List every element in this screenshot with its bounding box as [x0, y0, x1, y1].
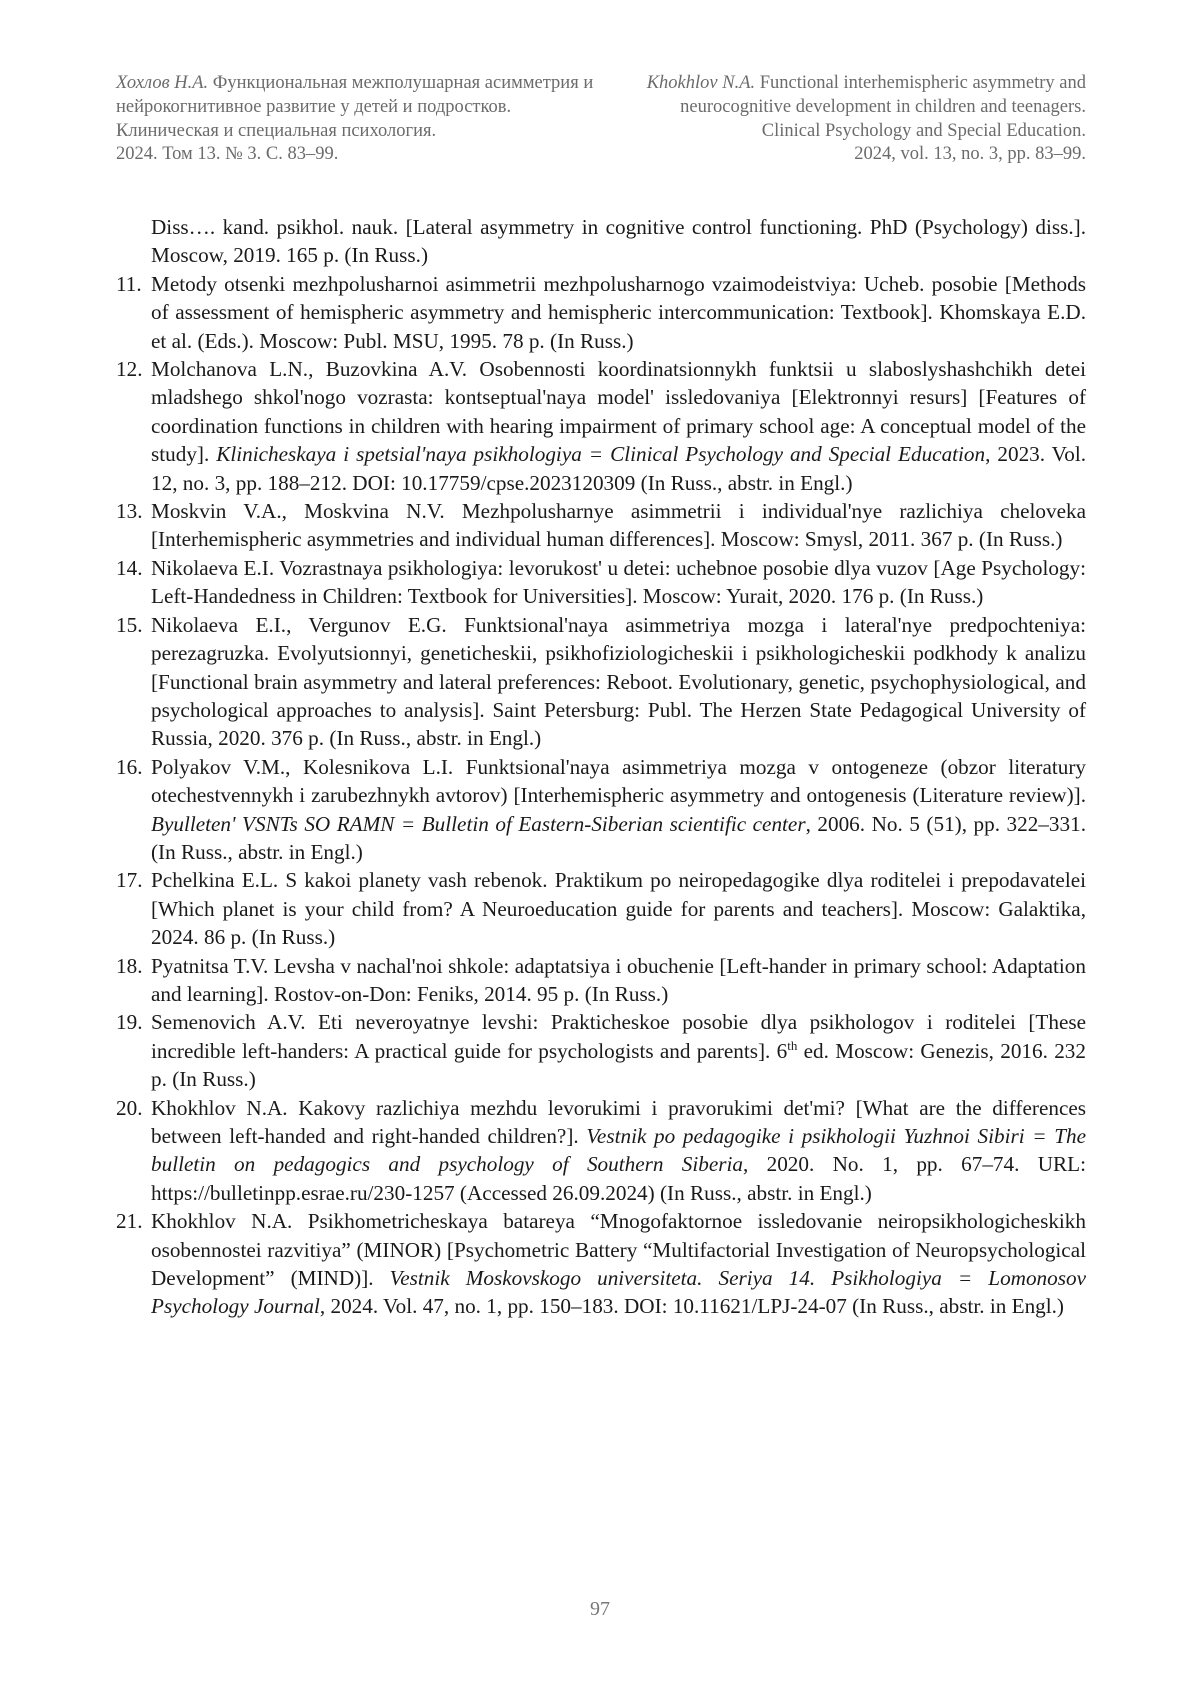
reference-number: 14. — [116, 554, 151, 611]
reference-item — [116, 611, 1086, 753]
journal-title: Vestnik Moskovskogo universiteta. Seriya 14. Psikhologiya = Lomonosov Psychology Journal — [151, 1266, 1086, 1318]
journal-title: Klinicheskaya i spetsial'naya psikhologiya = Clinical Psychology and Special Education — [216, 442, 985, 466]
reference-number: 20. — [116, 1094, 151, 1208]
header-issue-en: 2024, vol. 13, no. 3, pp. 83–99. — [854, 144, 1086, 164]
reference-item — [116, 497, 1086, 554]
reference-number: 15. — [116, 611, 151, 753]
header-title-ru: Функциональная межполушарная асимметрия и нейрокогнитивное развитие у детей и подростков. — [116, 73, 593, 117]
reference-item — [116, 355, 1086, 497]
reference-number: 12. — [116, 355, 151, 497]
reference-text: Metody otsenki mezhpolusharnoi asimmetrii mezhpolusharnogo vzaimodeistviya: Ucheb. posobie [Methods of assessment of hemispheric asymmetry and hemispheric intercommunication: Textbook]. Khomskaya E.D. et al. (Eds.). Moscow: Publ. MSU, 1995. 78 p. (In Russ.) — [151, 270, 1086, 355]
reference-item — [116, 753, 1086, 867]
reference-text: Nikolaeva E.I. Vozrastnaya psikhologiya: levorukost' u detei: uchebnoe posobie dlya vuzov [Age Psychology: Left-Handedness in Children: Textbook for Universities]. Moscow: Yurait, 2020. 176 p. (In Russ.) — [151, 554, 1086, 611]
reference-number: 17. — [116, 866, 151, 951]
reference-number: 19. — [116, 1008, 151, 1093]
reference-continuation: Diss…. kand. psikhol. nauk. [Lateral asymmetry in cognitive control functioning. PhD (Psychology) diss.]. Moscow, 2019. 165 p. (In Russ.) — [116, 213, 1086, 270]
reference-list — [116, 213, 1086, 1321]
header-author-en: Khokhlov N.A. — [647, 73, 755, 93]
reference-number: 13. — [116, 497, 151, 554]
reference-item — [116, 554, 1086, 611]
header-title-en: Functional interhemispheric asymmetry and neurocognitive development in children and teenagers. — [680, 73, 1086, 117]
reference-item — [116, 952, 1086, 1009]
reference-item — [116, 270, 1086, 355]
reference-text: Pyatnitsa T.V. Levsha v nachal'noi shkole: adaptatsiya i obuchenie [Left-hander in primary school: Adaptation and learning]. Rostov-on-Don: Feniks, 2014. 95 p. (In Russ.) — [151, 952, 1086, 1009]
reference-number: 16. — [116, 753, 151, 867]
reference-text: Pchelkina E.L. S kakoi planety vash rebenok. Praktikum po neiropedagogike dlya roditelei i prepodavatelei [Which planet is your child from? A Neuroeducation guide for parents and teachers]. Moscow: Galaktika, 2024. 86 p. (In Russ.) — [151, 866, 1086, 951]
reference-item — [116, 866, 1086, 951]
reference-number: 21. — [116, 1207, 151, 1321]
reference-text: Polyakov V.M., Kolesnikova L.I. Funktsional'naya asimmetriya mozga v ontogeneze (obzor literatury otechestvennykh i zarubezhnykh avtorov) [Interhemispheric asymmetry and ontogenesis (Literature review)]. Byulleten' VSNTs SO RAMN = Bulletin of Eastern-Siberian scientific center, 2006. No. 5 (51), pp. 322–331. (In Russ., abstr. in Engl.) — [151, 753, 1086, 867]
reference-item — [116, 1008, 1086, 1093]
journal-title: Byulleten' VSNTs SO RAMN = Bulletin of Eastern-Siberian scientific center — [151, 812, 806, 836]
header-journal-ru: Клиническая и специальная психология. — [116, 121, 436, 141]
reference-item — [116, 1094, 1086, 1208]
reference-text: Khokhlov N.A. Kakovy razlichiya mezhdu levorukimi i pravorukimi det'mi? [What are the differences between left-handed and right-handed children?]. Vestnik po pedagogike i psikhologii Yuzhnoi Sibiri = The bulletin on pedagogics and psychology of Southern Siberia, 2020. No. 1, pp. 67–74. URL: https://bulletinpp.esrae.ru/230-1257 (Accessed 26.09.2024) (In Russ., abstr. in Engl.) — [151, 1094, 1086, 1208]
reference-number: 11. — [116, 270, 151, 355]
running-header-russian — [116, 72, 596, 167]
reference-text: Nikolaeva E.I., Vergunov E.G. Funktsional'naya asimmetriya mozga i lateral'nye predpochteniya: perezagruzka. Evolyutsionnyi, geneticheskii, psikhofiziologicheskii i psikhologicheskii podkhody k analizu [Functional brain asymmetry and lateral preferences: Reboot. Evolutionary, genetic, psychophysiological, and psychological approaches to analysis]. Saint Petersburg: Publ. The Herzen State Pedagogical University of Russia, 2020. 376 p. (In Russ., abstr. in Engl.) — [151, 611, 1086, 753]
reference-text: Semenovich A.V. Eti neveroyatnye levshi: Prakticheskoe posobie dlya psikhologov i roditelei [These incredible left-handers: A practical guide for psychologists and parents]. 6th ed. Moscow: Genezis, 2016. 232 p. (In Russ.) — [151, 1008, 1086, 1093]
reference-item — [116, 1207, 1086, 1321]
reference-text: Moskvin V.A., Moskvina N.V. Mezhpolusharnye asimmetrii i individual'nye razlichiya cheloveka [Interhemispheric asymmetries and individual human differences]. Moscow: Smysl, 2011. 367 p. (In Russ.) — [151, 497, 1086, 554]
reference-text: Molchanova L.N., Buzovkina A.V. Osobennosti koordinatsionnykh funktsii u slaboslyshashchikh detei mladshego shkol'nogo vozrasta: kontseptual'naya model' issledovaniya [Elektronnyi resurs] [Features of coordination functions in children with hearing impairment of primary school age: A conceptual model of the study]. Klinicheskaya i spetsial'naya psikhologiya = Clinical Psychology and Special Education, 2023. Vol. 12, no. 3, pp. 188–212. DOI: 10.17759/cpse.2023120309 (In Russ., abstr. in Engl.) — [151, 355, 1086, 497]
header-author-ru: Хохлов Н.А. — [116, 73, 208, 93]
journal-title: Vestnik po pedagogike i psikhologii Yuzhnoi Sibiri = The bulletin on pedagogics and psychology of Southern Siberia — [151, 1124, 1086, 1176]
page-number: 97 — [0, 1598, 1200, 1621]
reference-number: 18. — [116, 952, 151, 1009]
reference-text: Khokhlov N.A. Psikhometricheskaya batareya “Mnogofaktornoe issledovanie neiropsikhologicheskikh osobennostei razvitiya” (MINOR) [Psychometric Battery “Multifactorial Investigation of Neuropsychological Development” (MIND)]. Vestnik Moskovskogo universiteta. Seriya 14. Psikhologiya = Lomonosov Psychology Journal, 2024. Vol. 47, no. 1, pp. 150–183. DOI: 10.11621/LPJ-24-07 (In Russ., abstr. in Engl.) — [151, 1207, 1086, 1321]
header-issue-ru: 2024. Том 13. № 3. С. 83–99. — [116, 144, 338, 164]
running-header-english — [606, 72, 1086, 167]
header-journal-en: Clinical Psychology and Special Education. — [762, 121, 1086, 141]
